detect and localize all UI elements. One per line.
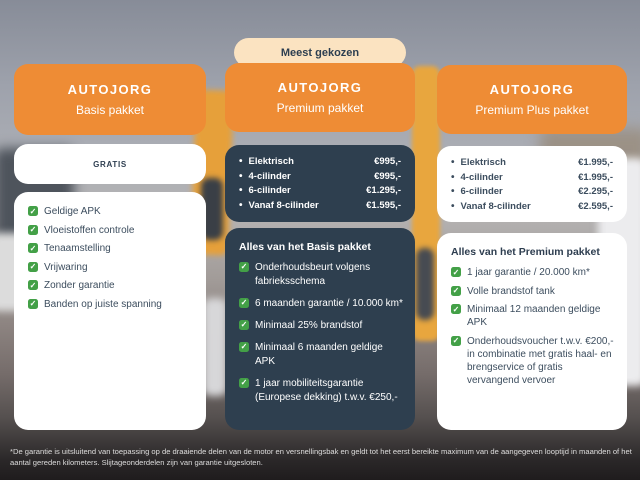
price-row bbox=[239, 184, 401, 199]
feature-text: Geldige APK bbox=[44, 206, 101, 217]
check-icon bbox=[451, 286, 461, 296]
feature-list-premium-plus bbox=[451, 266, 615, 387]
price-row bbox=[239, 170, 401, 185]
brand-title: AUTOJORG bbox=[277, 80, 363, 95]
feature-item bbox=[28, 279, 194, 292]
feature-text: Minimaal 12 maanden geldige APK bbox=[467, 304, 601, 328]
feature-item bbox=[239, 297, 403, 311]
price-row bbox=[451, 200, 613, 215]
feature-item bbox=[239, 319, 403, 333]
check-icon bbox=[239, 342, 249, 352]
engine-type-label: Elektrisch bbox=[460, 157, 506, 168]
bullet-icon: • bbox=[239, 199, 243, 211]
price-row bbox=[451, 156, 613, 171]
price-label-gratis: GRATIS bbox=[93, 159, 127, 169]
check-icon bbox=[451, 267, 461, 277]
price-row bbox=[239, 155, 401, 170]
bullet-icon: • bbox=[239, 156, 243, 167]
price-value: €2.595,- bbox=[578, 200, 613, 212]
engine-type-label: Vanaf 8-cilinder bbox=[248, 199, 319, 211]
engine-type-label: 4-cilinder bbox=[460, 171, 503, 183]
bg-car-center bbox=[203, 298, 227, 396]
price-value: €1.995,- bbox=[578, 171, 613, 183]
feature-item bbox=[451, 285, 615, 298]
features-card-premium bbox=[225, 228, 415, 430]
check-icon bbox=[239, 378, 249, 388]
feature-text: 1 jaar garantie / 20.000 km* bbox=[467, 267, 590, 278]
package-name: Premium Plus pakket bbox=[475, 103, 589, 117]
feature-text: Zonder garantie bbox=[44, 280, 115, 291]
check-icon bbox=[28, 225, 38, 235]
feature-text: Banden op juiste spanning bbox=[44, 298, 162, 310]
package-name: Premium pakket bbox=[276, 101, 364, 115]
engine-type-label: Vanaf 8-cilinder bbox=[460, 200, 531, 212]
price-value: €2.295,- bbox=[578, 186, 613, 197]
price-card-premium bbox=[225, 145, 415, 222]
feature-item bbox=[28, 205, 194, 218]
disclaimer-text: *De garantie is uitsluitend van toepassing op de draaiende delen van de motor en versnellingsbak en geldt tot het eerst bereikte maximum van de aangegeven looptijd in maanden of het aantal gereden kilometers. Slijtageonderdelen zijn van garantie uitgesloten. bbox=[10, 447, 632, 467]
price-value: €1.995,- bbox=[578, 157, 613, 168]
engine-type-label: Elektrisch bbox=[248, 156, 294, 167]
includes-title: Alles van het Premium pakket bbox=[451, 246, 600, 258]
package-header-basis bbox=[14, 64, 206, 135]
feature-text: Minimaal 6 maanden geldige APK bbox=[255, 342, 383, 367]
most-chosen-label: Meest gekozen bbox=[280, 46, 360, 59]
engine-type-label: 6-cilinder bbox=[248, 185, 291, 196]
feature-text: Minimaal 25% brandstof bbox=[255, 320, 363, 331]
package-name: Basis pakket bbox=[75, 103, 145, 117]
feature-item bbox=[451, 266, 615, 279]
price-row bbox=[239, 199, 401, 214]
price-value: €1.295,- bbox=[366, 185, 401, 196]
check-icon bbox=[239, 262, 249, 272]
price-card-basis bbox=[14, 144, 206, 184]
bullet-icon: • bbox=[451, 200, 455, 212]
feature-item bbox=[28, 242, 194, 255]
feature-text: Onderhoudsvoucher t.w.v. €200,- in combinatie met gratis haal- en brengservice of gratis vervangend vervoer bbox=[467, 335, 614, 386]
check-icon bbox=[239, 298, 249, 308]
feature-text: Tenaamstelling bbox=[44, 243, 111, 254]
engine-type-label: 6-cilinder bbox=[460, 186, 503, 197]
feature-text: Vloeistoffen controle bbox=[44, 224, 135, 236]
check-icon bbox=[451, 336, 461, 346]
price-card-premium-plus bbox=[437, 146, 627, 222]
feature-text: Vrijwaring bbox=[44, 261, 88, 273]
feature-text: 6 maanden garantie / 10.000 km* bbox=[255, 298, 403, 309]
check-icon bbox=[239, 320, 249, 330]
includes-title: Alles van het Basis pakket bbox=[239, 241, 371, 253]
price-row bbox=[451, 171, 613, 186]
package-column-basis bbox=[14, 64, 206, 430]
check-icon bbox=[28, 243, 38, 253]
feature-item bbox=[451, 303, 615, 329]
package-column-premium-plus bbox=[437, 65, 627, 430]
features-card-premium-plus bbox=[437, 233, 627, 430]
price-value: €995,- bbox=[374, 156, 401, 167]
feature-text: 1 jaar mobiliteitsgarantie (Europese dekking) t.w.v. €250,- bbox=[255, 378, 398, 403]
feature-item bbox=[239, 261, 403, 289]
feature-item bbox=[239, 341, 403, 369]
check-icon bbox=[451, 304, 461, 314]
check-icon bbox=[28, 262, 38, 272]
features-card-basis bbox=[14, 192, 206, 430]
bullet-icon: • bbox=[239, 170, 243, 182]
package-header-premium bbox=[225, 63, 415, 132]
price-value: €995,- bbox=[374, 170, 401, 182]
brand-title: AUTOJORG bbox=[67, 82, 153, 97]
feature-item bbox=[28, 261, 194, 274]
feature-list-basis bbox=[28, 205, 194, 311]
bullet-icon: • bbox=[451, 157, 455, 168]
bullet-icon: • bbox=[451, 186, 455, 197]
bullet-icon: • bbox=[239, 185, 243, 196]
feature-list-premium bbox=[239, 261, 403, 405]
bullet-icon: • bbox=[451, 171, 455, 183]
package-column-premium bbox=[225, 38, 415, 430]
engine-type-label: 4-cilinder bbox=[248, 170, 291, 182]
price-row bbox=[451, 185, 613, 200]
package-header-premium-plus bbox=[437, 65, 627, 134]
price-list-premium bbox=[239, 155, 401, 213]
feature-item bbox=[28, 298, 194, 311]
price-list-premium-plus bbox=[451, 156, 613, 214]
feature-item bbox=[239, 377, 403, 405]
check-icon bbox=[28, 206, 38, 216]
feature-text: Volle brandstof tank bbox=[467, 285, 555, 297]
price-value: €1.595,- bbox=[366, 199, 401, 211]
feature-item bbox=[28, 224, 194, 237]
check-icon bbox=[28, 280, 38, 290]
brand-title: AUTOJORG bbox=[489, 82, 575, 97]
bg-sign-text-right bbox=[416, 248, 434, 320]
feature-text: Onderhoudsbeurt volgens fabrieksschema bbox=[255, 262, 371, 287]
feature-item bbox=[451, 335, 615, 387]
check-icon bbox=[28, 299, 38, 309]
